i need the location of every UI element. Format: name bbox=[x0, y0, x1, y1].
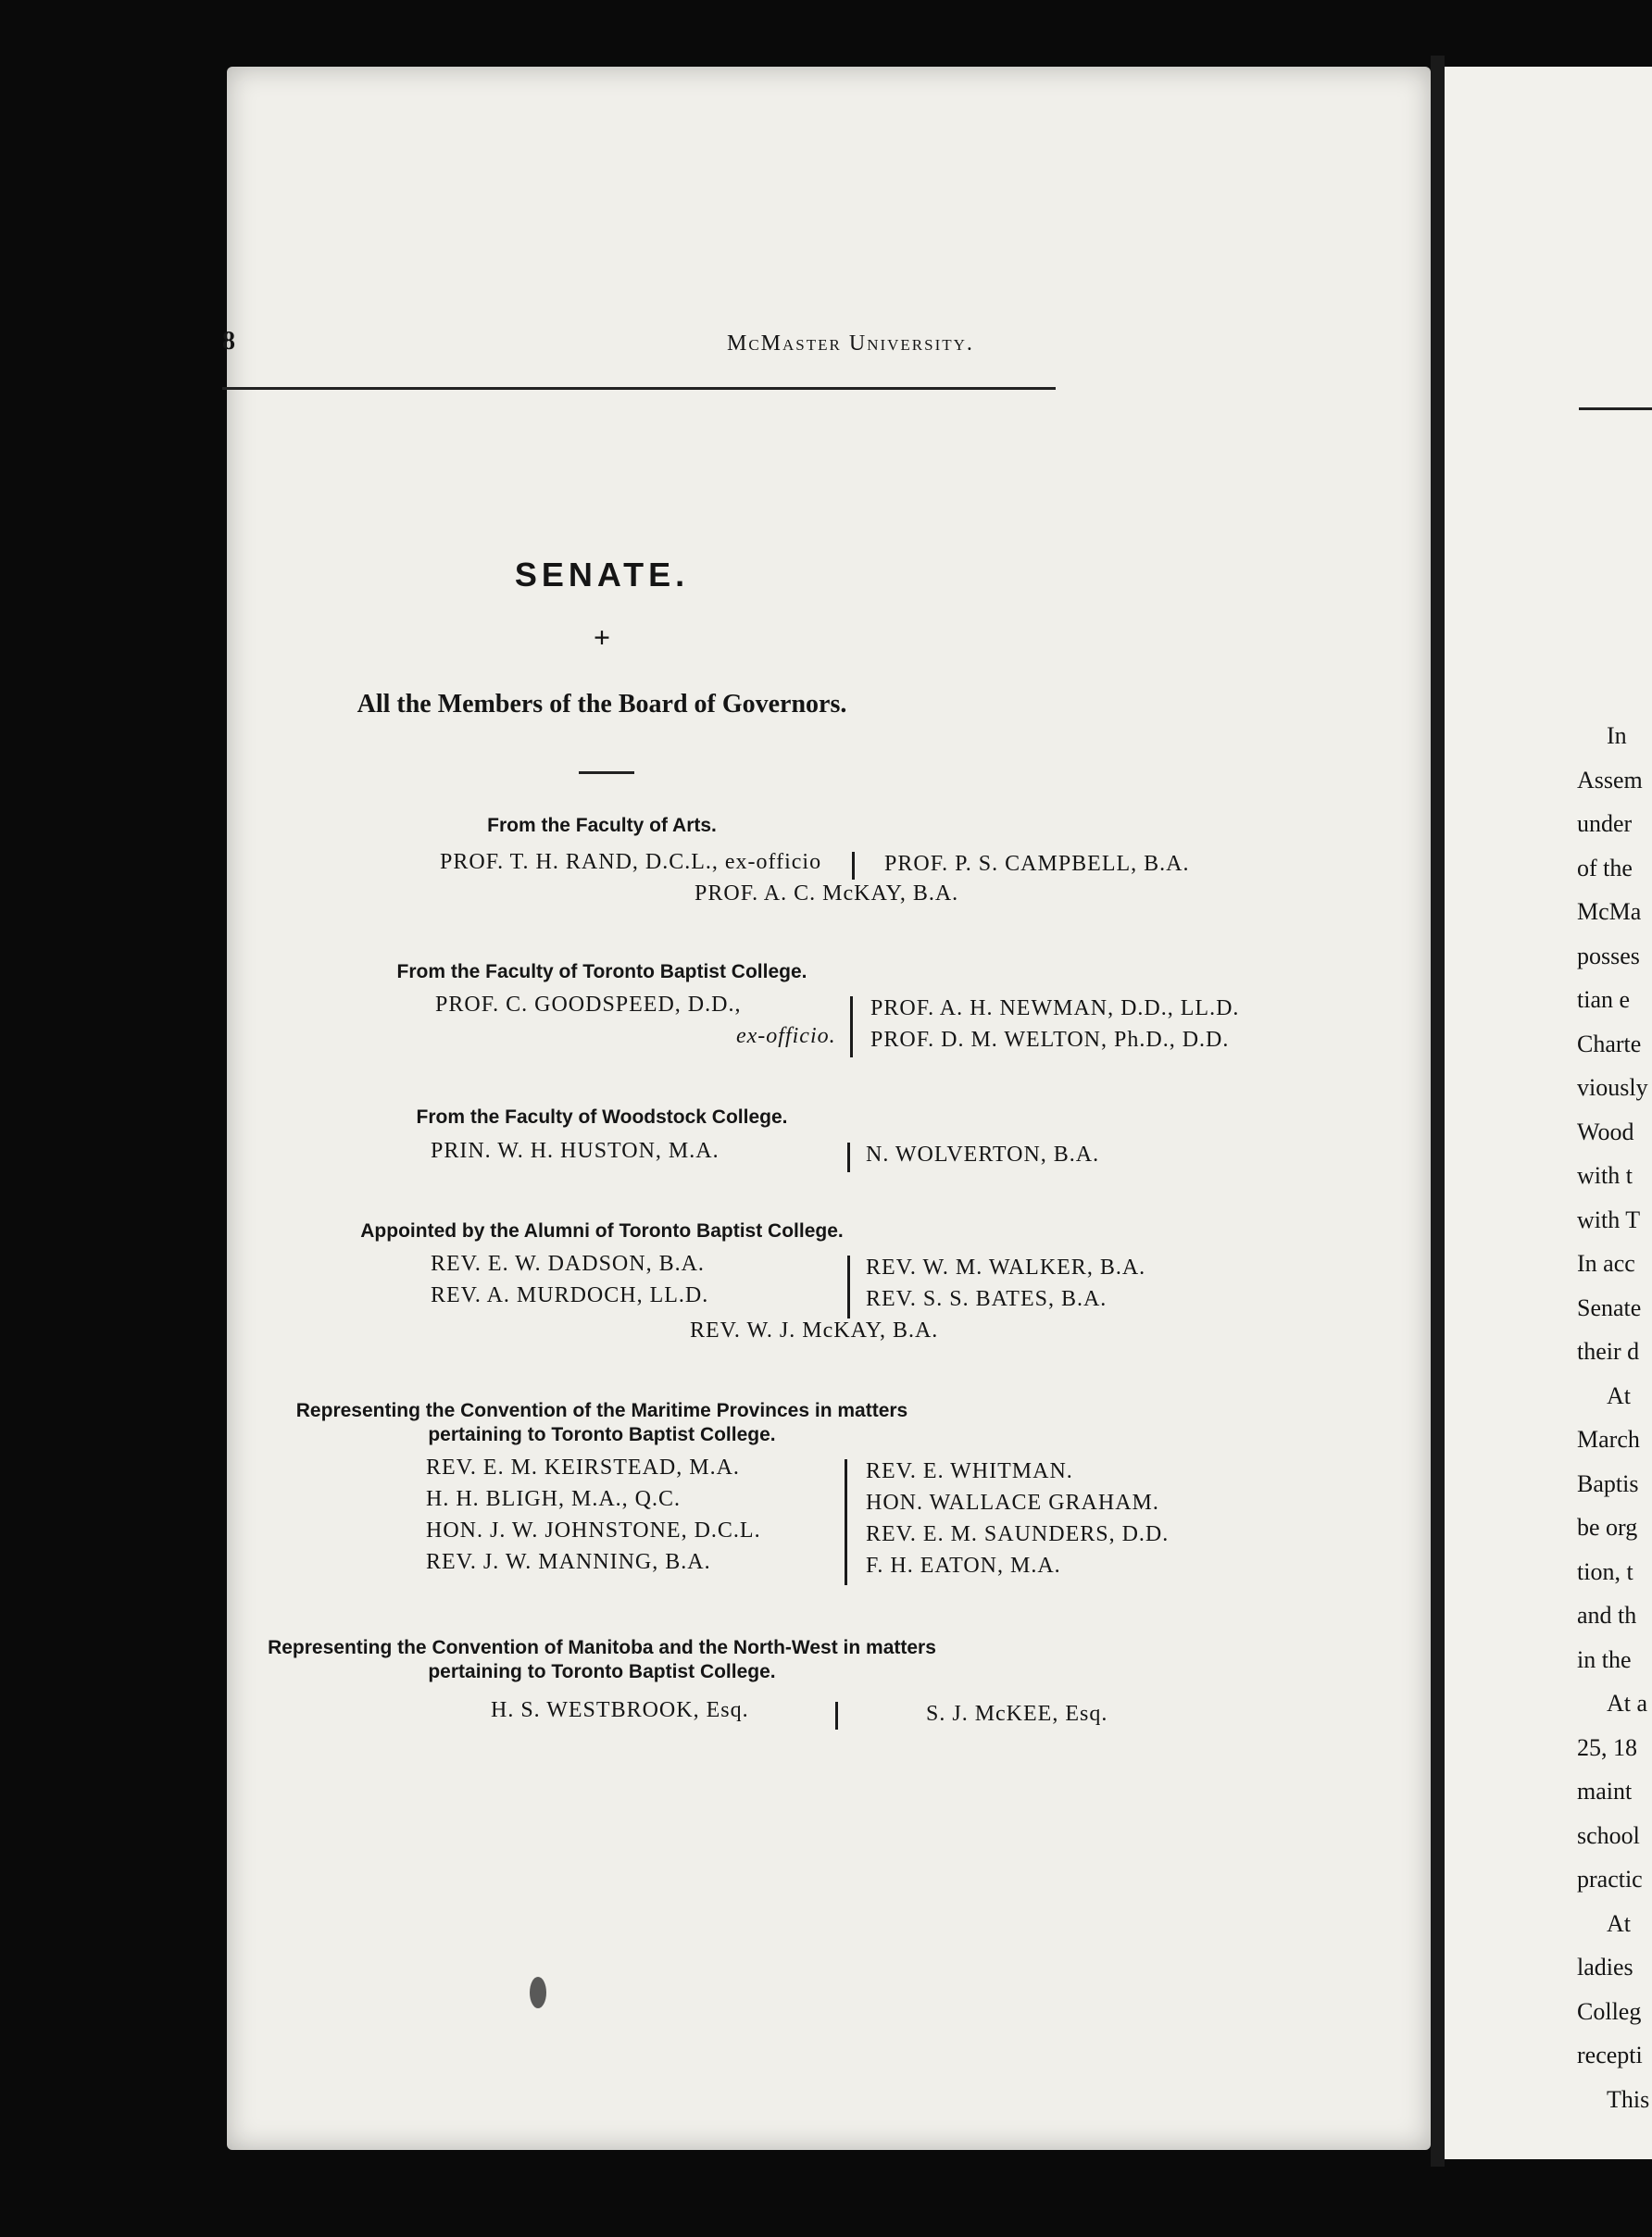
arts-left-1 bbox=[440, 850, 821, 875]
right-page-line: with T bbox=[1577, 1206, 1641, 1233]
right-page-line: maint bbox=[1577, 1778, 1633, 1805]
board-line: All the Members of the Board of Governors. bbox=[357, 690, 847, 719]
arts-left-1-text: PROF. T. H. RAND, D.C.L., ex-officio bbox=[440, 850, 822, 874]
column-divider bbox=[850, 996, 853, 1057]
manitoba-heading-2: pertaining to Toronto Baptist College. bbox=[428, 1661, 776, 1682]
right-page-line: 25, 18 bbox=[1577, 1733, 1637, 1761]
alumni-center-1: REV. W. J. McKAY, B.A. bbox=[690, 1318, 939, 1343]
right-page-line: Senate bbox=[1577, 1293, 1642, 1321]
right-page-line: McMa bbox=[1577, 898, 1642, 925]
right-page-line: In bbox=[1607, 722, 1627, 749]
alumni-right-2: REV. S. S. BATES, B.A. bbox=[866, 1287, 1108, 1311]
section-title: SENATE. bbox=[514, 556, 690, 594]
manitoba-heading-1: Representing the Convention of Manitoba and the North-West in matters bbox=[268, 1637, 936, 1658]
arts-right-1: PROF. P. S. CAMPBELL, B.A. bbox=[884, 852, 1190, 876]
right-page-line: recepti bbox=[1577, 2042, 1643, 2068]
alumni-heading: Appointed by the Alumni of Toronto Baptist College. bbox=[360, 1220, 844, 1242]
right-page-line: Colleg bbox=[1577, 1997, 1642, 2025]
right-page-line: and th bbox=[1577, 1602, 1637, 1629]
right-page-line: Baptis bbox=[1577, 1469, 1639, 1497]
column-divider bbox=[845, 1459, 847, 1585]
right-page-line: At bbox=[1607, 1381, 1631, 1409]
woodstock-heading: From the Faculty of Woodstock College. bbox=[416, 1106, 788, 1128]
right-page-line: Assem bbox=[1577, 766, 1643, 794]
header-rule bbox=[222, 387, 1056, 390]
right-page-line: be org bbox=[1577, 1514, 1638, 1541]
right-page-line: posses bbox=[1577, 942, 1640, 969]
tbc-left-1: PROF. C. GOODSPEED, D.D., bbox=[435, 993, 742, 1017]
right-page-rule bbox=[1579, 407, 1652, 410]
right-page-line: school bbox=[1577, 1821, 1640, 1849]
right-page-line: In acc bbox=[1577, 1250, 1635, 1277]
book-gutter bbox=[1431, 56, 1445, 2167]
column-divider bbox=[835, 1702, 838, 1730]
right-page-line: with t bbox=[1577, 1162, 1633, 1189]
right-page-line: tion, t bbox=[1577, 1557, 1633, 1585]
column-divider bbox=[852, 852, 855, 880]
maritime-heading-1: Representing the Convention of the Maritime Provinces in matters bbox=[295, 1400, 908, 1421]
manitoba-right-1: S. J. McKEE, Esq. bbox=[926, 1702, 1108, 1726]
maritime-left-4: REV. J. W. MANNING, B.A. bbox=[426, 1550, 711, 1574]
running-head: McMaster University. bbox=[727, 331, 974, 356]
maritime-heading-2: pertaining to Toronto Baptist College. bbox=[428, 1424, 776, 1445]
woodstock-right-1: N. WOLVERTON, B.A. bbox=[866, 1143, 1100, 1167]
maritime-right-1: REV. E. WHITMAN. bbox=[866, 1459, 1073, 1483]
tbc-right-2: PROF. D. M. WELTON, Ph.D., D.D. bbox=[870, 1028, 1230, 1052]
right-page-line: ladies bbox=[1577, 1954, 1633, 1981]
right-page-line: This bbox=[1607, 2085, 1650, 2113]
alumni-right-1: REV. W. M. WALKER, B.A. bbox=[866, 1256, 1146, 1280]
right-page-line: Charte bbox=[1577, 1030, 1642, 1057]
maritime-left-3: HON. J. W. JOHNSTONE, D.C.L. bbox=[426, 1518, 761, 1543]
right-page-line: in the bbox=[1577, 1645, 1632, 1673]
maritime-left-1: REV. E. M. KEIRSTEAD, M.A. bbox=[426, 1456, 740, 1480]
page-number: 8 bbox=[222, 327, 235, 356]
right-page-line: Wood bbox=[1577, 1118, 1634, 1145]
short-rule bbox=[579, 771, 634, 774]
right-page-line: practic bbox=[1577, 1866, 1643, 1893]
right-page-line: tian e bbox=[1577, 986, 1631, 1013]
alumni-left-1: REV. E. W. DADSON, B.A. bbox=[431, 1252, 705, 1276]
right-page-line: of the bbox=[1577, 854, 1633, 881]
tbc-right-1: PROF. A. H. NEWMAN, D.D., LL.D. bbox=[870, 996, 1240, 1020]
arts-heading: From the Faculty of Arts. bbox=[487, 815, 717, 836]
maritime-right-2: HON. WALLACE GRAHAM. bbox=[866, 1491, 1159, 1515]
maritime-left-2: H. H. BLIGH, M.A., Q.C. bbox=[426, 1487, 681, 1511]
maritime-right-3: REV. E. M. SAUNDERS, D.D. bbox=[866, 1522, 1170, 1546]
maritime-right-4: F. H. EATON, M.A. bbox=[866, 1554, 1061, 1578]
tbc-heading: From the Faculty of Toronto Baptist College. bbox=[396, 961, 807, 982]
right-page-line: March bbox=[1577, 1426, 1640, 1453]
column-divider bbox=[847, 1143, 850, 1172]
arts-center-1: PROF. A. C. McKAY, B.A. bbox=[695, 881, 959, 906]
ink-smudge bbox=[530, 1977, 546, 2008]
right-page-line: At bbox=[1607, 1909, 1631, 1937]
tbc-left-2: ex-officio. bbox=[736, 1024, 836, 1048]
ornament: + bbox=[593, 620, 611, 654]
alumni-left-2: REV. A. MURDOCH, LL.D. bbox=[431, 1283, 709, 1307]
right-page-line: At a bbox=[1607, 1690, 1648, 1717]
column-divider bbox=[847, 1256, 850, 1318]
right-page-line: viously bbox=[1577, 1074, 1648, 1101]
manitoba-left-1: H. S. WESTBROOK, Esq. bbox=[491, 1698, 749, 1722]
right-page-line: their d bbox=[1577, 1338, 1640, 1365]
right-page-line: under bbox=[1577, 810, 1633, 837]
woodstock-left-1: PRIN. W. H. HUSTON, M.A. bbox=[431, 1139, 720, 1163]
